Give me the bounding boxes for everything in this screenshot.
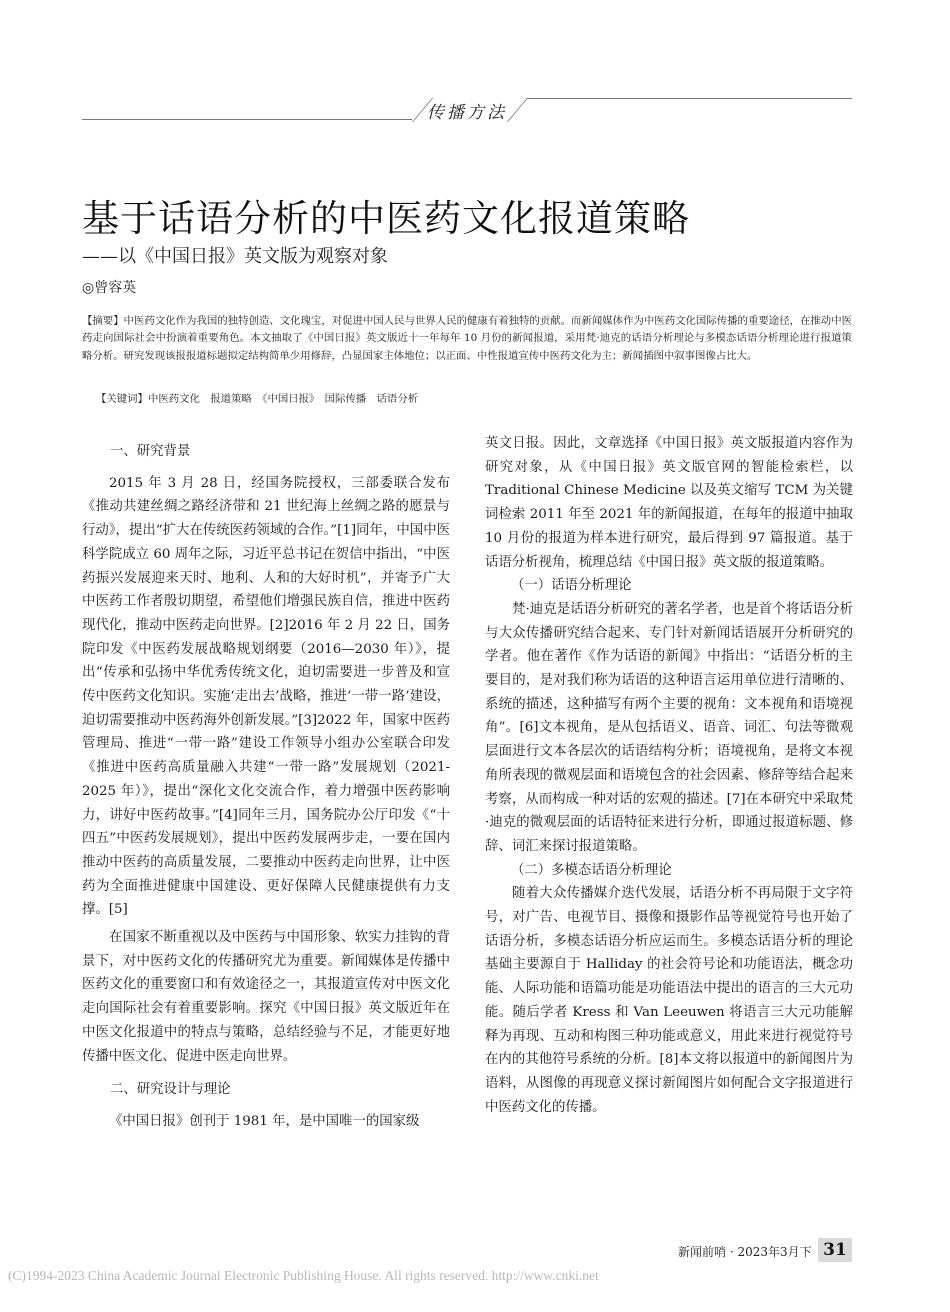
section-label: 传播方法 [427,103,507,123]
left-column [82,432,450,1134]
header-rule-right [527,98,852,99]
section-heading-background: 一、研究背景 [110,444,191,459]
article-subtitle: ——以《中国日报》英文版为观察对象 [82,246,388,267]
keywords: 【关键词】中医药文化 报道策略 《中国日报》 国际传播 话语分析 [96,393,419,405]
paragraph: 2015 年 3 月 28 日，经国务院授权，三部委联合发布《推动共建丝绸之路经济带和 21 世纪海上丝绸之路的愿景与行动》，提出“扩大在传统医药领域的合作。”[1]同年，中国中医科学院成立 60 周年之际，习近平总书记在贺信中指出，“中医药振兴发展迎来天时、地利、人和的大好时机”，并寄予广大中医药工作者殷切期望，希望他们增强民族自信，推进中医药现代化，推动中医药走向世界。[2]2016 年 2 月 22 日，国务院印发《中医药发展战略规划纲要（2016—2030 年）》，提出“传承和弘扬中华优秀传统文化，迫切需要进一步普及和宣传中医药文化知识。实施‘走出去’战略，推进‘一带一路’建设，迫切需要推动中医药海外创新发展。”[3]2022 年，国家中医药管理局、推进“一带一路”建设工作领导小组办公室联合印发《推进中医药高质量融入共建“一带一路”发展规划（2021- 2025 年）》，提出“深化文化交流合作，着力增强中医药影响力，讲好中医药故事。”[4]同年三月，国务院办公厅印发《“十四五”中医药发展规划》，提出中医药发展两步走，一要在国内推动中医药的高质量发展，二要推动中医药走向世界，让中医药为全面推进健康中国建设、更好保障人民健康提供有力支撑。[5] [82,475,450,918]
right-column [485,432,853,1119]
paragraph-continued: 英文日报。因此，文章选择《中国日报》英文版报道内容作为研究对象，从《中国日报》英文版官网的智能检索栏，以 Traditional Chinese Medicine 以及英文缩写 TCM 为关键词检索 2011 年至 2021 年的新闻报道，在每年的报道中抽取 10 月份的报道为样本进行研究，最后得到 97 篇报道。基于话语分析视角，梳理总结《中国日报》英文版的报道策略。 [485,436,853,570]
header-slash-right [507,98,528,122]
article-title: 基于话语分析的中医药文化报道策略 [82,197,690,240]
abstract [82,313,852,365]
header-rule-left [82,119,412,120]
copyright-watermark: (C)1994-2023 China Academic Journal Electronic Publishing House. All rights reserved. http://www.cnki.net [8,1268,599,1283]
subsection-heading-multimodal: （二）多模态话语分析理论 [511,862,672,878]
paragraph: 《中国日报》创刊于 1981 年，是中国唯一的国家级 [109,1113,420,1129]
page-number: 31 [818,1238,852,1262]
paragraph: 随着大众传播媒介迭代发展，话语分析不再局限于文字符号，对广告、电视节目、摄像和摄影作品等视觉符号也开始了话语分析，多模态话语分析应运而生。多模态话语分析的理论基础主要源自于 Halliday 的社会符号论和功能语法，概念功能、人际功能和语篇功能是功能语法中提出的语言的三大元功能。随后学者 Kress 和 Van Leeuwen 将语言三大元功能解释为再现、互动和构图三种功能或意义，用此来进行视觉符号在内的其他符号系统的分析。[8]本文将以报道中的新闻图片为语料，从图像的再现意义探讨新闻图片如何配合文字报道进行中医药文化的传播。 [485,886,853,1115]
paragraph: 在国家不断重视以及中医药与中国形象、软实力挂钩的背景下，对中医药文化的传播研究尤为重要。新闻媒体是传播中医药文化的重要窗口和有效途径之一，其报道宣传对中医文化走向国际社会有着重要影响。探究《中国日报》英文版近年在中医文化报道中的特点与策略，总结经验与不足，才能更好地传播中医文化、促进中医走向世界。 [82,930,450,1064]
abstract-text: 【摘要】中医药文化作为我国的独特创造、文化瑰宝，对促进中国人民与世界人民的健康有着独特的贡献。而新闻媒体作为中医药文化国际传播的重要途径，在推动中医药走向国际社会中扮演着重要角色。本文抽取了《中国日报》英文版近十一年每年 10 月份的新闻报道，采用梵·迪克的话语分析理论与多模态话语分析理论进行报道策略分析。研究发现该报报道标题拟定结构简单少用修辞，凸显国家主体地位；以正面、中性报道宣传中医药文化为主；新闻插图中叙事图像占比大。 [82,315,852,362]
subsection-heading-discourse: （一）话语分析理论 [511,578,632,594]
paragraph: 梵·迪克是话语分析研究的著名学者，也是首个将话语分析与大众传播研究结合起来、专门针对新闻话语展开分析研究的学者。他在著作《作为话语的新闻》中指出：“话语分析的主要目的，是对我们称为话语的这种语言运用单位进行清晰的、系统的描述，这种描写有两个主要的视角：文本视角和语境视角”。[6]文本视角，是从包括语义、语音、词汇、句法等微观层面进行文本各层次的话语结构分析；语境视角，是将文本视角所表现的微观层面和语境包含的社会因素、修辞等结合起来考察，从而构成一种对话的宏观的描述。[7]在本研究中采取梵·迪克的微观层面的话语特征来进行分析，即通过报道标题、修辞、词汇来探讨报道策略。 [485,601,853,854]
article-author: ◎曾容英 [82,280,137,296]
section-heading-design: 二、研究设计与理论 [110,1082,231,1098]
section-header [82,96,852,136]
journal-footer: 新闻前哨 · 2023年3月下 [678,1245,812,1259]
